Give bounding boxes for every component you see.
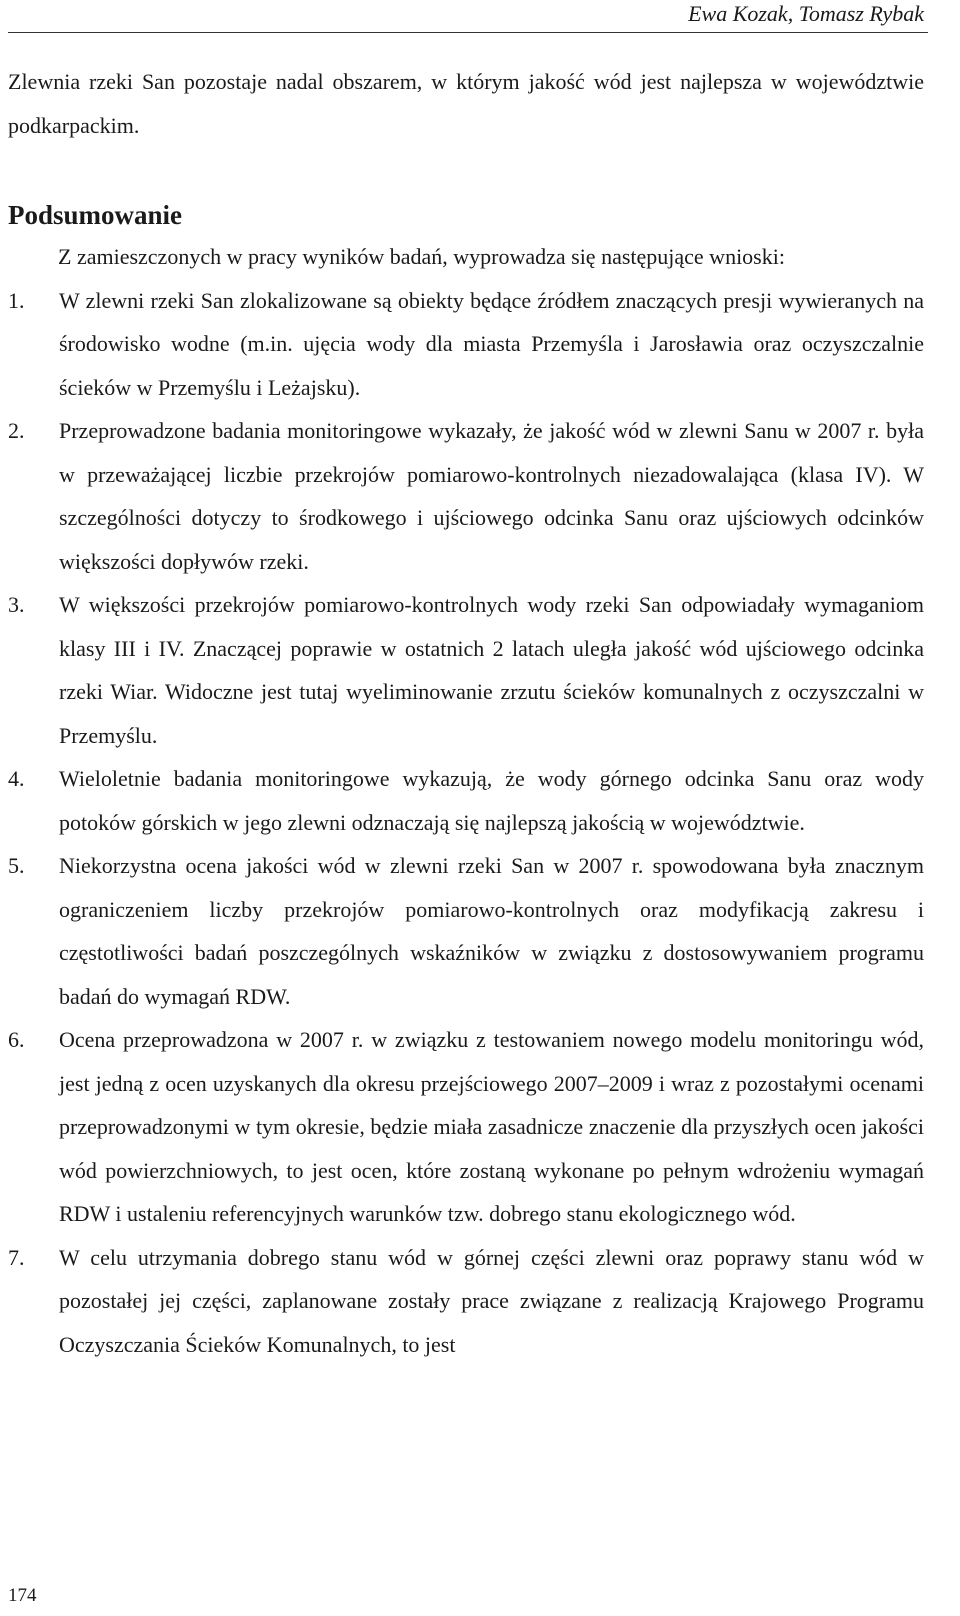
conclusion-text: W większości przekrojów pomiarowo-kontrolnych wody rzeki San odpowiadały wymaganiom klasy III i IV. Znaczącej poprawie w ostatnich 2 latach uległa jakość wód ujściowego odcinka rzeki Wiar. Widoczne jest tutaj wyeliminowanie zrzutu ścieków komunalnych z oczyszczalni w Przemyślu. [59, 592, 924, 748]
conclusion-text: Przeprowadzone badania monitoringowe wykazały, że jakość wód w zlewni Sanu w 2007 r. była w przeważającej liczbie przekrojów pomiarowo-kontrolnych niezadowalająca (klasa IV). W szczególności dotyczy to środkowego i ujściowego odcinka Sanu oraz ujściowych odcinków większości dopływów rzeki. [59, 418, 924, 574]
conclusion-item [8, 1018, 924, 1236]
conclusion-text: Ocena przeprowadzona w 2007 r. w związku z testowaniem nowego modelu monitoringu wód, jest jedną z ocen uzyskanych dla okresu przejściowego 2007–2009 i wraz z pozostałymi ocenami przeprowadzonymi w tym okresie, będzie miała zasadnicze znaczenie dla przyszłych ocen jakości wód powierzchniowych, to jest ocen, które zostaną wykonane po pełnym wdrożeniu wymagań RDW i ustaleniu referencyjnych warunków tzw. dobrego stanu ekologicznego wód. [59, 1027, 924, 1226]
conclusion-text: Wieloletnie badania monitoringowe wykazują, że wody górnego odcinka Sanu oraz wody potoków górskich w jego zlewni odznaczają się najlepszą jakością w województwie. [59, 766, 924, 835]
page-body [8, 60, 924, 1366]
conclusion-number: 4. [8, 766, 25, 791]
page-number: 174 [8, 1585, 37, 1606]
conclusion-number: 2. [8, 418, 25, 443]
section-lead-paragraph: Z zamieszczonych w pracy wyników badań, wyprowadza się następujące wnioski: [58, 244, 785, 269]
conclusion-number: 1. [8, 287, 25, 313]
conclusion-number: 5. [8, 853, 25, 878]
conclusion-item [8, 1236, 924, 1367]
conclusions-list [8, 279, 924, 1367]
running-header [8, 0, 928, 33]
conclusion-item [8, 583, 924, 757]
intro-paragraph: Zlewnia rzeki San pozostaje nadal obszarem, w którym jakość wód jest najlepsza w województwie podkarpackim. [8, 69, 924, 138]
conclusion-number: 7. [8, 1244, 25, 1270]
conclusion-number: 6. [8, 1027, 25, 1052]
conclusion-number: 3. [8, 592, 25, 617]
conclusion-item [8, 279, 924, 410]
conclusion-item [8, 844, 924, 1018]
section-heading: Podsumowanie [8, 200, 183, 230]
conclusion-text: Niekorzystna ocena jakości wód w zlewni rzeki San w 2007 r. spowodowana była znacznym ograniczeniem liczby przekrojów pomiarowo-kontrolnych oraz modyfikacją zakresu i częstotliwości badań poszczególnych wskaźników w związku z dostosowywaniem programu badań do wymagań RDW. [59, 853, 924, 1009]
conclusion-item [8, 757, 924, 844]
conclusion-text: W zlewni rzeki San zlokalizowane są obiekty będące źródłem znaczących presji wywieranych na środowisko wodne (m.in. ujęcia wody dla miasta Przemyśla i Jarosławia oraz oczyszczalnie ścieków w Przemyślu i Leżajsku). [59, 287, 924, 400]
conclusion-item [8, 409, 924, 583]
running-header-title: Ewa Kozak, Tomasz Rybak [688, 1, 924, 26]
conclusion-text: W celu utrzymania dobrego stanu wód w górnej części zlewni oraz poprawy stanu wód w pozostałej jej części, zaplanowane zostały prace związane z realizacją Krajowego Programu Oczyszczania Ścieków Komunalnych, to jest [59, 1244, 924, 1357]
